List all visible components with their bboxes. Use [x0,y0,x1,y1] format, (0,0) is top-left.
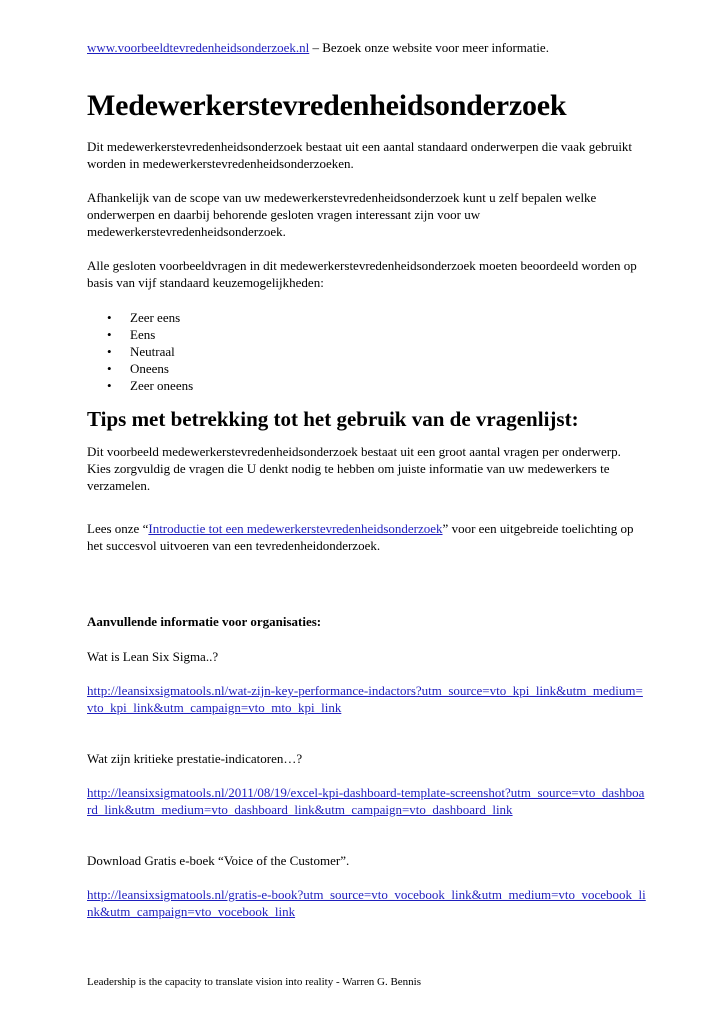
question-kpi: Wat zijn kritieke prestatie-indicatoren…? [87,751,303,766]
bullet-icon: • [107,310,112,325]
page-title: Medewerkerstevredenheidsonderzoek [87,89,567,122]
tips-paragraph-1: Dit voorbeeld medewerkerstevredenheidsonderzoek bestaat uit een groot aantal vragen per onderwerp. Kies zorgvuldig de vragen die U denkt nodig te hebben om juiste informatie van uw medewerkers te verzamelen. [87,444,621,493]
option-label: Zeer oneens [130,378,194,393]
bullet-icon: • [107,378,112,393]
dashboard-link[interactable]: http://leansixsigmatools.nl/2011/08/19/excel-kpi-dashboard-template-screenshot?utm_source=vto_dashboard_link&utm_medium=vto_dashboard_link&utm_campaign=vto_dashboard_link [87,785,645,817]
ebook-link[interactable]: http://leansixsigmatools.nl/gratis-e-book?utm_source=vto_vocebook_link&utm_medium=vto_vocebook_link&utm_campaign=vto_vocebook_link [87,887,646,919]
list-item [87,309,193,326]
intro-paragraph-3: Alle gesloten voorbeeldvragen in dit medewerkerstevredenheidsonderzoek moeten beoordeeld worden op basis van vijf standaard keuzemogelijkheden: [87,258,637,290]
bullet-icon: • [107,327,112,342]
kpi-link[interactable]: http://leansixsigmatools.nl/wat-zijn-key-performance-indactors?utm_source=vto_kpi_link&utm_medium=vto_kpi_link&utm_campaign=vto_mto_kpi_link [87,683,643,715]
website-link[interactable]: www.voorbeeldtevredenheidsonderzoek.nl [87,40,310,55]
option-label: Neutraal [130,344,175,359]
download-ebook-text: Download Gratis e-boek “Voice of the Customer”. [87,853,350,868]
list-item [87,343,193,360]
bullet-icon: • [107,361,112,376]
intro-paragraph-2: Afhankelijk van de scope van uw medewerkerstevredenheidsonderzoek kunt u zelf bepalen welke onderwerpen en daarbij behorende gesloten vragen interessant zijn voor uw medewerkerstevredenheidsonderzoek. [87,190,597,239]
question-lean-six-sigma: Wat is Lean Six Sigma..? [87,649,219,664]
tips-heading: Tips met betrekking tot het gebruik van de vragenlijst: [87,407,579,431]
tips-p2-prefix: Lees onze “ [87,521,149,536]
intro-paragraph-1: Dit medewerkerstevredenheidsonderzoek bestaat uit een aantal standaard onderwerpen die vaak gebruikt worden in medewerkerstevredenheidsonderzoeken. [87,139,633,171]
option-label: Zeer eens [130,310,181,325]
intro-article-link[interactable]: Introductie tot een medewerkerstevredenheidsonderzoek [148,521,443,536]
tips-p2-suffix: ” voor een uitgebreide toelichting op het succesvol uitvoeren van een tevredenheidonderzoek. [87,521,634,553]
header-suffix: – Bezoek onze website voor meer informatie. [309,40,549,55]
extra-info-heading: Aanvullende informatie voor organisaties: [87,614,322,629]
bullet-icon: • [107,344,112,359]
list-item [87,360,193,377]
list-item [87,377,193,394]
option-label: Oneens [130,361,169,376]
header-line [87,40,549,56]
option-label: Eens [130,327,156,342]
tips-paragraph-2 [87,520,647,554]
options-list [87,309,193,394]
footer-quote: Leadership is the capacity to translate vision into reality - Warren G. Bennis [87,976,422,988]
list-item [87,326,193,343]
